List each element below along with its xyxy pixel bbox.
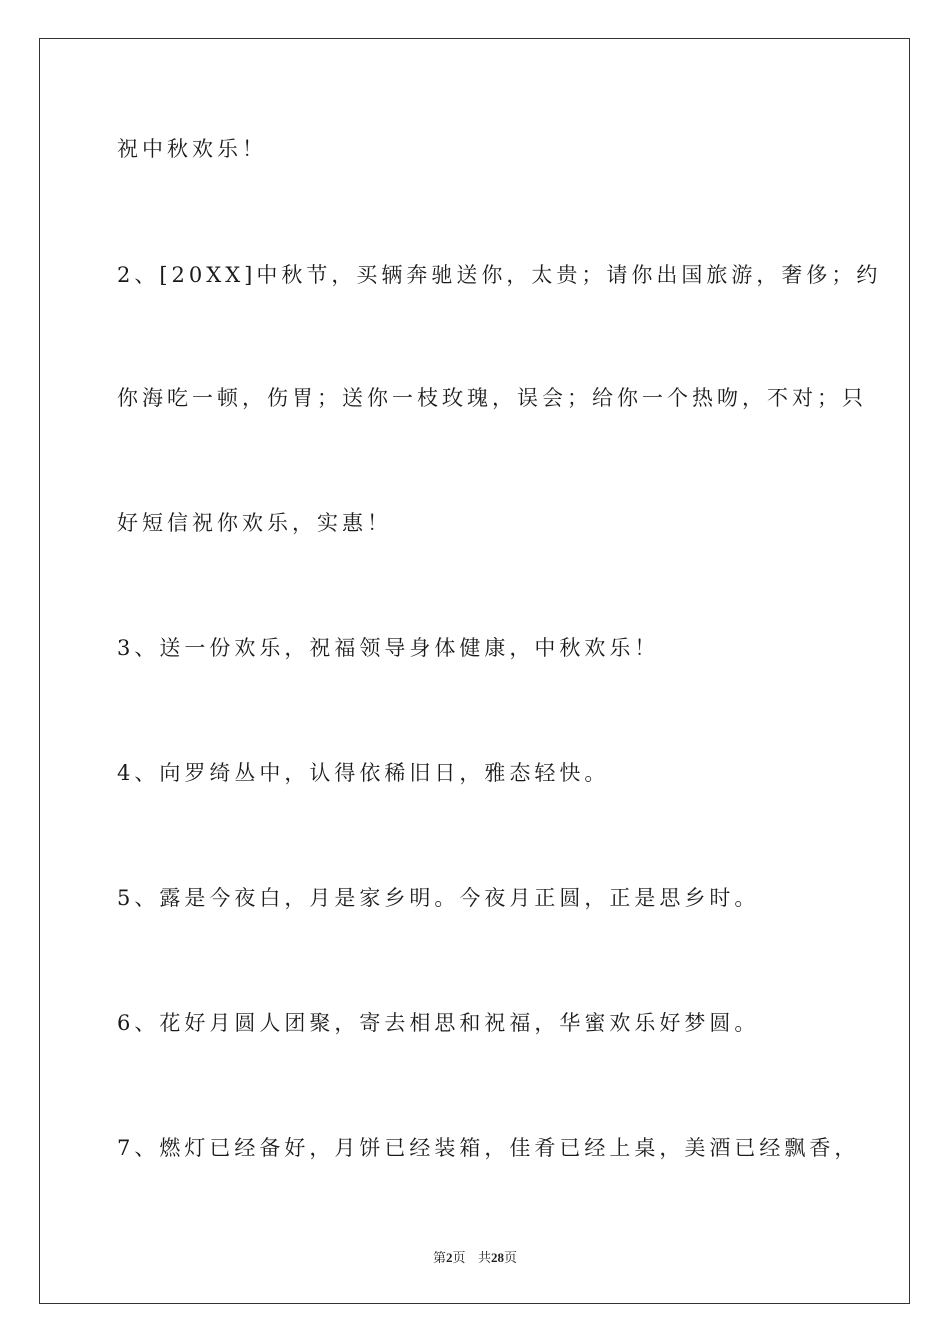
text-line-2: 2、[20XX]中秋节，买辆奔驰送你，太贵；请你出国旅游，奢侈；约 [117, 263, 882, 287]
page-footer [0, 1247, 950, 1266]
text-line-8: 6、花好月圆人团聚，寄去相思和祝福，华蜜欢乐好梦圆。 [117, 1011, 760, 1035]
text-line-7: 5、露是今夜白，月是家乡明。今夜月正圆，正是思乡时。 [117, 886, 760, 910]
text-line-3: 你海吃一顿，伤胃；送你一枝玫瑰，误会；给你一个热吻，不对；只 [117, 386, 867, 410]
total-pages: 28 [490, 1250, 504, 1265]
text-line-1: 祝中秋欢乐！ [117, 137, 267, 161]
text-line-5: 3、送一份欢乐，祝福领导身体健康，中秋欢乐！ [117, 636, 660, 660]
page-number: 2 [446, 1250, 453, 1265]
total-suffix: 页 [503, 1251, 517, 1266]
page-prefix: 第 [433, 1251, 447, 1266]
text-line-9: 7、燃灯已经备好，月饼已经装箱，佳肴已经上桌，美酒已经飘香， [117, 1136, 860, 1160]
total-prefix: 共 [477, 1251, 491, 1266]
text-line-4: 好短信祝你欢乐，实惠！ [117, 511, 392, 535]
text-line-6: 4、向罗绮丛中，认得依稀旧日，雅态轻快。 [117, 761, 610, 785]
page-border [39, 38, 910, 1304]
page-suffix: 页 [452, 1251, 466, 1266]
